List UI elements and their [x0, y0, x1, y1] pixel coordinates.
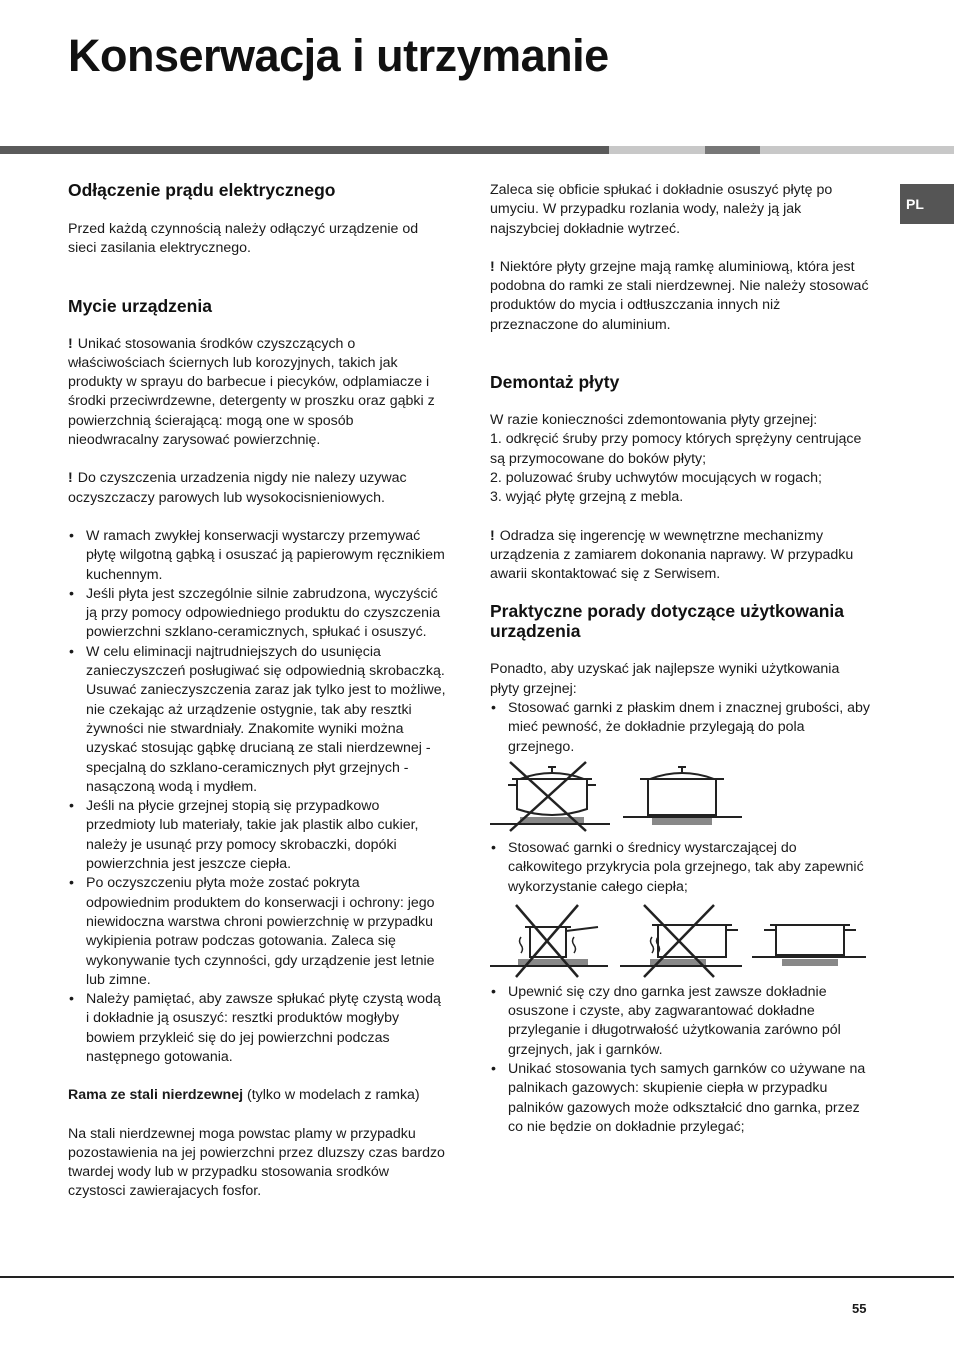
- frame-text: Na stali nierdzewnej moga powstac plamy w przypadku pozostawienia na jej powierzchni przez dluzszy czas bardzo twardej wody lub w przypadku stosowania srodków czystosci zawierajacych fosfor.: [68, 1125, 445, 1200]
- header-bar-light: [609, 146, 705, 154]
- header-bar-mid: [705, 146, 760, 154]
- removal-step: 3. wyjąć płytę grzejną z mebla.: [490, 489, 684, 506]
- tips-intro: Ponadto, aby uzyskać jak najlepsze wyniki użytkowania płyty grzejnej:: [490, 661, 840, 697]
- warning-steam: ! Do czyszczenia urzadzenia nigdy nie nalezy uzywac oczyszczaczy parowych lub wysokocisnieniowych.: [68, 470, 407, 506]
- disconnect-text: Przed każdą czynnością należy odłączyć urządzenie od sieci zasilania elektrycznego.: [68, 221, 419, 257]
- removal-step: 2. poluzować śruby uchwytów mocujących w rogach;: [490, 469, 822, 486]
- list-item: • Upewnić się czy dno garnka jest zawsze dokładnie osuszone i czyste, aby zagwarantować dokładne przyleganie i długotrwałość użytkowania zarówno pól grzejnych, jak i garnków.: [490, 983, 870, 1060]
- list-item: • Stosować garnki z płaskim dnem i znacznej grubości, aby mieć pewność, że dokładnie przylegają do pola grzejnego.: [490, 699, 870, 757]
- section-heading-disconnect: Odłączenie prądu elektrycznego: [68, 180, 336, 200]
- list-item: • Jeśli na płycie grzejnej stopią się przypadkowo przedmioty lub materiały, takie jak plastik albo cukier, należy je usunąć przy pomocy skrobaczki, dopóki powierzchnia jest jeszcze ciepła.: [68, 797, 446, 874]
- warning-icon: !: [490, 258, 495, 275]
- left-column: [68, 180, 446, 1202]
- removal-intro: W razie konieczności zdemontowania płyty grzejnej:: [490, 412, 818, 429]
- pot-diameter-illustration: [490, 897, 870, 983]
- warning-icon: !: [68, 470, 73, 487]
- footer-rule: [0, 1276, 954, 1278]
- flat-pot-correct: [623, 767, 742, 825]
- rinse-text: Zaleca się obficie spłukać i dokładnie osuszyć płytę po umyciu. W przypadku rozlania wody, należy ją jak najszybciej dokładnie wytrzeć.: [490, 182, 833, 237]
- list-item: • Jeśli płyta jest szczególnie silnie zabrudzona, wyczyścić ją przy pomocy odpowiedniego produktu do czyszczenia powierzchni szklano-ceramicznych, spłukać i osuszyć.: [68, 585, 446, 643]
- removal-step: 1. odkręcić śruby przy pomocy których sprężyny centrujące są przymocowane do boków płyty;: [490, 431, 862, 467]
- warning-icon: !: [490, 527, 495, 544]
- page-number: 55: [852, 1301, 867, 1316]
- warning-icon: !: [68, 335, 73, 352]
- matching-pot-correct: [752, 925, 866, 966]
- section-heading-cleaning: Mycie urządzenia: [68, 295, 212, 316]
- list-item: • Stosować garnki o średnicy wystarczającej do całkowitego przykrycia pola grzejnego, tak aby zapewnić wykorzystanie całego ciepła;: [490, 839, 870, 897]
- small-pot-wrong: [490, 905, 608, 977]
- right-column: [490, 181, 870, 1137]
- header-bar-light-end: [760, 146, 954, 154]
- list-item: • Należy pamiętać, aby zawsze spłukać płytę czystą wodą i dokładnie ją osuszyć: resztki produktów mogłyby bowiem przykleić się do jej powierzchni podczas następnego gotowania.: [68, 990, 446, 1067]
- list-item: • W celu eliminacji najtrudniejszych do usunięcia zanieczyszczeń posługiwać się odpowiednią skrobaczką. Usuwać zanieczyszczenia zaraz jak tylko jest to możliwe, nie czekając aż urządzenie ostygnie, tak aby resztki żywności nie stwardniały. Znakomite wyniki można uzyskać stosując gąbkę drucianą ze stali nierdzewnej - specjalną do szklano-ceramicznych płyt grzejnych - nasączoną wodą i mydłem.: [68, 643, 446, 797]
- header-bar-dark: [0, 146, 609, 154]
- warning-aluminium: ! Niektóre płyty grzejne mają ramkę aluminiową, która jest podobna do ramki ze stali nierdzewnej. Nie należy stosować produktów do mycia i odtłuszczania innych niż przeznaczone do aluminium.: [490, 258, 869, 333]
- flat-bottom-pot-illustration: [490, 757, 750, 839]
- warning-repair: ! Odradza się ingerencję w wewnętrzne mechanizmy urządzenia z zamiarem dokonania naprawy. W przypadku awarii skontaktować się z Serwisem.: [490, 527, 854, 583]
- list-item: • W ramach zwykłej konserwacji wystarczy przemywać płytę wilgotną gąbką i osuszać ją papierowym ręcznikiem kuchennym.: [68, 527, 446, 585]
- large-pot-wrong: [620, 905, 742, 977]
- warped-pot-wrong: [490, 762, 610, 831]
- frame-heading: Rama ze stali nierdzewnej (tylko w modelach z ramka): [68, 1087, 420, 1104]
- warning-abrasive: ! Unikać stosowania środków czyszczących o właściwościach ściernych lub korozyjnych, takich jak produkty w sprayu do barbecue i piecyków, odplamiacze i środki przeciwrdzewne, detergenty w proszku oraz gąbki z powierzchnią ścierającą: mogą one w sposób nieodwracalny zarysować powierzchnię.: [68, 335, 435, 449]
- section-heading-tips: Praktyczne porady dotyczące użytkowania urządzenia: [490, 601, 845, 642]
- language-badge: PL: [900, 184, 954, 224]
- list-item: • Po oczyszczeniu płyta może zostać pokryta odpowiednim produktem do konserwacji i ochrony: jego niewidoczna warstwa chroni powierzchnię w przypadku wykipienia potraw podczas gotowania. Zaleca się wykonywanie tych czynności, gdy urządzenie jest letnie lub zimne.: [68, 874, 446, 990]
- list-item: • Unikać stosowania tych samych garnków co używane na palnikach gazowych: skupienie ciepła w przypadku palników gazowych może odkształcić dno garnka, przez co nie będzie on dokładnie przylegać;: [490, 1060, 870, 1137]
- section-heading-removal: Demontaż płyty: [490, 372, 620, 393]
- page-title: Konserwacja i utrzymanie: [68, 30, 609, 81]
